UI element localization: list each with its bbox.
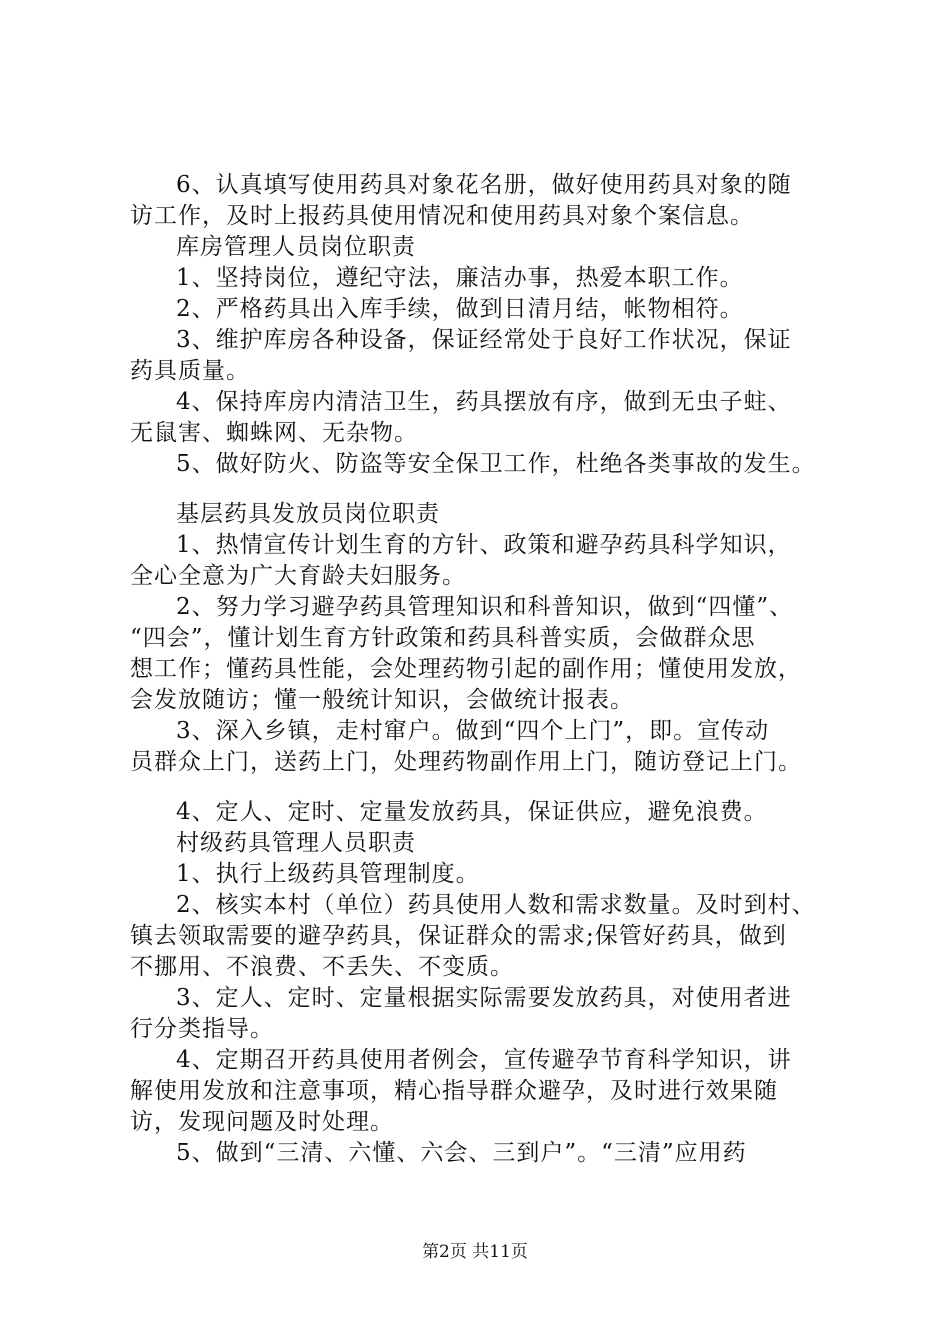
paragraph-line: 员群众上门，送药上门，处理药物副作用上门，随访登记上门。	[130, 749, 802, 775]
paragraph-line: 2、核实本村（单位）药具使用人数和需求数量。及时到村、	[176, 892, 816, 918]
paragraph-line: 3、维护库房各种设备，保证经常处于良好工作状况，保证	[176, 327, 792, 353]
paragraph-line: 会发放随访；懂一般统计知识，会做统计报表。	[130, 687, 634, 713]
paragraph-line: 4、保持库房内清洁卫生，药具摆放有序，做到无虫子蛀、	[176, 389, 792, 415]
paragraph-line: 访工作，及时上报药具使用情况和使用药具对象个案信息。	[130, 203, 754, 229]
page-footer	[0, 1241, 950, 1263]
paragraph-line: 无鼠害、蜘蛛网、无杂物。	[130, 420, 418, 446]
paragraph-line: 5、做到“三清、六懂、六会、三到户”。“三清”应用药	[176, 1140, 747, 1166]
paragraph-line: 2、严格药具出入库手续，做到日清月结，帐物相符。	[176, 296, 744, 322]
paragraph-line: 药具质量。	[130, 358, 250, 384]
paragraph-line: 4、定人、定时、定量发放药具，保证供应，避免浪费。	[176, 799, 768, 825]
paragraph-gap	[130, 778, 850, 797]
paragraph-line: 镇去领取需要的避孕药具，保证群众的需求;保管好药具，做到	[130, 923, 787, 949]
paragraph-line: 解使用发放和注意事项，精心指导群众避孕，及时进行效果随	[130, 1078, 778, 1104]
page-number-label: 第2页 共11页	[422, 1242, 528, 1262]
paragraph-line: 全心全意为广大育龄夫妇服务。	[130, 563, 466, 589]
paragraph-line: “四会”，懂计划生育方针政策和药具科普实质，会做群众思	[130, 625, 756, 651]
paragraph-line: 1、坚持岗位，遵纪守法，廉洁办事，热爱本职工作。	[176, 265, 744, 291]
paragraph-line: 3、深入乡镇，走村窜户。做到“四个上门”，即。宣传动	[176, 718, 770, 744]
section-heading: 库房管理人员岗位职责	[176, 234, 416, 260]
paragraph-line: 2、努力学习避孕药具管理知识和科普知识，做到“四懂”、	[176, 594, 794, 620]
paragraph-line: 想工作；懂药具性能，会处理药物引起的副作用；懂使用发放，	[130, 656, 802, 682]
section-heading: 基层药具发放员岗位职责	[176, 501, 440, 527]
document-body	[130, 170, 850, 1169]
paragraph-line: 4、定期召开药具使用者例会，宣传避孕节育科学知识，讲	[176, 1047, 792, 1073]
paragraph-line: 1、热情宣传计划生育的方针、政策和避孕药具科学知识，	[176, 532, 792, 558]
paragraph-line: 不挪用、不浪费、不丢失、不变质。	[130, 954, 514, 980]
section-heading: 村级药具管理人员职责	[176, 830, 416, 856]
paragraph-line: 行分类指导。	[130, 1016, 274, 1042]
paragraph-line: 1、执行上级药具管理制度。	[176, 861, 480, 887]
paragraph-line: 6、认真填写使用药具对象花名册，做好使用药具对象的随	[176, 172, 792, 198]
paragraph-line: 3、定人、定时、定量根据实际需要发放药具，对使用者进	[176, 985, 792, 1011]
paragraph-line: 5、做好防火、防盗等安全保卫工作，杜绝各类事故的发生。	[176, 451, 816, 477]
paragraph-line: 访，发现问题及时处理。	[130, 1109, 394, 1135]
paragraph-gap	[130, 480, 850, 499]
